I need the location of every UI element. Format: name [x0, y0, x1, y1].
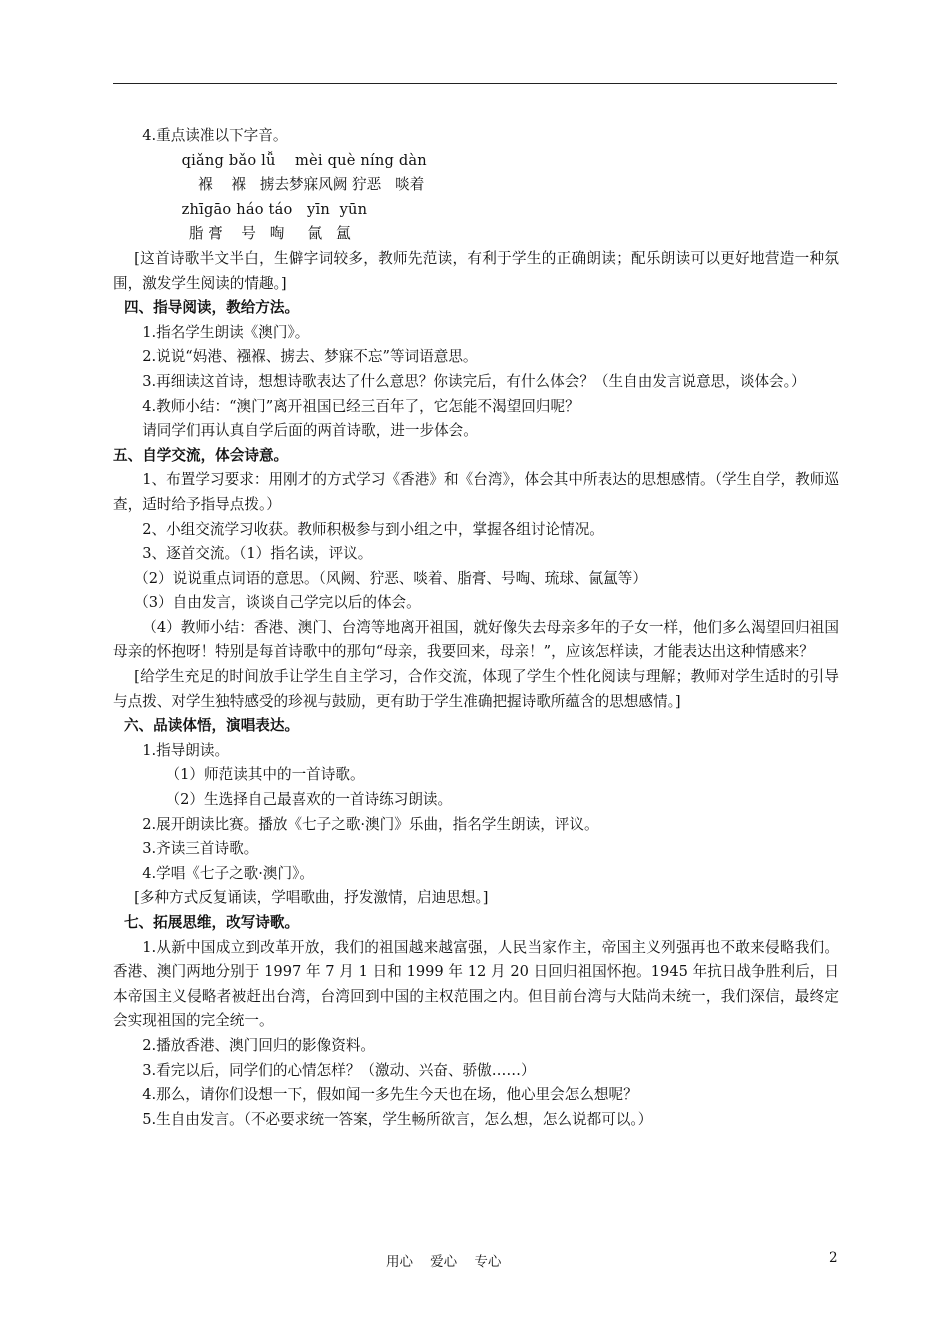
pinyin-line: qiǎng bǎo lǚ mèi què níng dàn: [181, 151, 427, 169]
footer-motto: 用心 爱心 专心: [386, 1254, 502, 1270]
paragraph: 1.指名学生朗读《澳门》。: [142, 323, 310, 341]
section-heading: 六、品读体悟，演唱表达。: [123, 717, 300, 735]
paragraph: 5.生自由发言。（不必要求统一答案，学生畅所欲言，怎么想，怎么说都可以。）: [142, 1110, 653, 1128]
paragraph: 2.播放香港、澳门回归的影像资料。: [142, 1036, 376, 1054]
paragraph: 4.学唱《七子之歌·澳门》。: [142, 864, 314, 882]
paragraph: 1.指导朗读。: [142, 741, 230, 759]
paragraph: 3.看完以后，同学们的心情怎样？（激动、兴奋、骄傲……）: [142, 1061, 536, 1079]
teaching-note: [给学生充足的时间放手让学生自主学习，合作交流，体现了学生个性化阅读与理解；教师对学生适时的引导与点拨、对学生独特感受的珍视与鼓励，更有助于学生准确把握诗歌所蕴含的思想感情。]: [113, 668, 839, 710]
paragraph: 3.再细读这首诗，想想诗歌表达了什么意思？你读完后，有什么体会？（生自由发言说意思，谈体会。）: [142, 372, 806, 390]
paragraph: 4.重点读准以下字音。: [142, 127, 288, 144]
pinyin-line: zhīgāo háo táo yīn yūn: [181, 200, 368, 218]
paragraph: 4.那么，请你们设想一下，假如闻一多先生今天也在场，他心里会怎么想呢？: [142, 1086, 638, 1104]
section-heading: 四、指导阅读，教给方法。: [123, 299, 300, 317]
document-body: [113, 124, 839, 1132]
section-heading: 七、拓展思维，改写诗歌。: [123, 914, 300, 931]
paragraph: （1）师范读其中的一首诗歌。: [165, 766, 365, 784]
section-heading: 五、自学交流，体会诗意。: [113, 446, 289, 464]
paragraph: 2.展开朗读比赛。播放《七子之歌·澳门》乐曲，指名学生朗读，评议。: [142, 815, 599, 833]
paragraph: （2）生选择自己最喜欢的一首诗练习朗读。: [165, 791, 453, 809]
hanzi-line: 褓 褓 掳去梦寐风阙 狞恶 啖着: [188, 176, 425, 194]
paragraph: 3.齐读三首诗歌。: [142, 840, 259, 858]
header-rule: [113, 83, 837, 84]
paragraph: 1、布置学习要求：用刚才的方式学习《香港》和《台湾》，体会其中所表达的思想感情。（学生自学，教师巡查，适时给予指导点拨。）: [113, 471, 839, 513]
paragraph: 请同学们再认真自学后面的两首诗歌，进一步体会。: [142, 422, 478, 440]
paragraph: 2、小组交流学习收获。教师积极参与到小组之中，掌握各组讨论情况。: [142, 520, 604, 538]
paragraph: 1.从新中国成立到改革开放，我们的祖国越来越富强，人民当家作主，帝国主义列强再也不敢来侵略我们。香港、澳门两地分别于 1997 年 7 月 1 日和 1999 年 12 月 20 日回归祖国怀抱。1945 年抗日战争胜利后，日本帝国主义侵略者被赶出台湾，台湾回到中国的主权范围之内。但目前台湾与大陆尚未统一，我们深信，最终定会实现祖国的完全统一。: [113, 938, 839, 1030]
paragraph: 3、逐首交流。（1）指名读，评议。: [142, 545, 373, 563]
teaching-note: [多种方式反复诵读，学唱歌曲，抒发激情，启迪思想。]: [134, 889, 489, 907]
page-number: 2: [829, 1250, 838, 1266]
paragraph: （3）自由发言，谈谈自己学完以后的体会。: [134, 594, 421, 612]
paragraph: （2）说说重点词语的意思。（风阙、狞恶、啖着、脂膏、号啕、琉球、氤氲等）: [134, 569, 647, 587]
paragraph: 4.教师小结：“澳门”离开祖国已经三百年了，它怎能不渴望回归呢？: [142, 397, 580, 415]
paragraph: （4）教师小结：香港、澳门、台湾等地离开祖国，就好像失去母亲多年的子女一样，他们多么渴望回归祖国母亲的怀抱呀！特别是每首诗歌中的那句“母亲，我要回来，母亲！”，应该怎样读，才能表达出这种情感来？: [113, 618, 839, 661]
teaching-note: [这首诗歌半文半白，生僻字词较多，教师先范读，有利于学生的正确朗读；配乐朗读可以更好地营造一种氛围，激发学生阅读的情趣。]: [113, 249, 839, 292]
paragraph: 2.说说“妈港、襁褓、掳去、梦寐不忘”等词语意思。: [142, 348, 478, 366]
hanzi-line: 脂 膏 号 啕 氤 氲: [188, 225, 351, 243]
